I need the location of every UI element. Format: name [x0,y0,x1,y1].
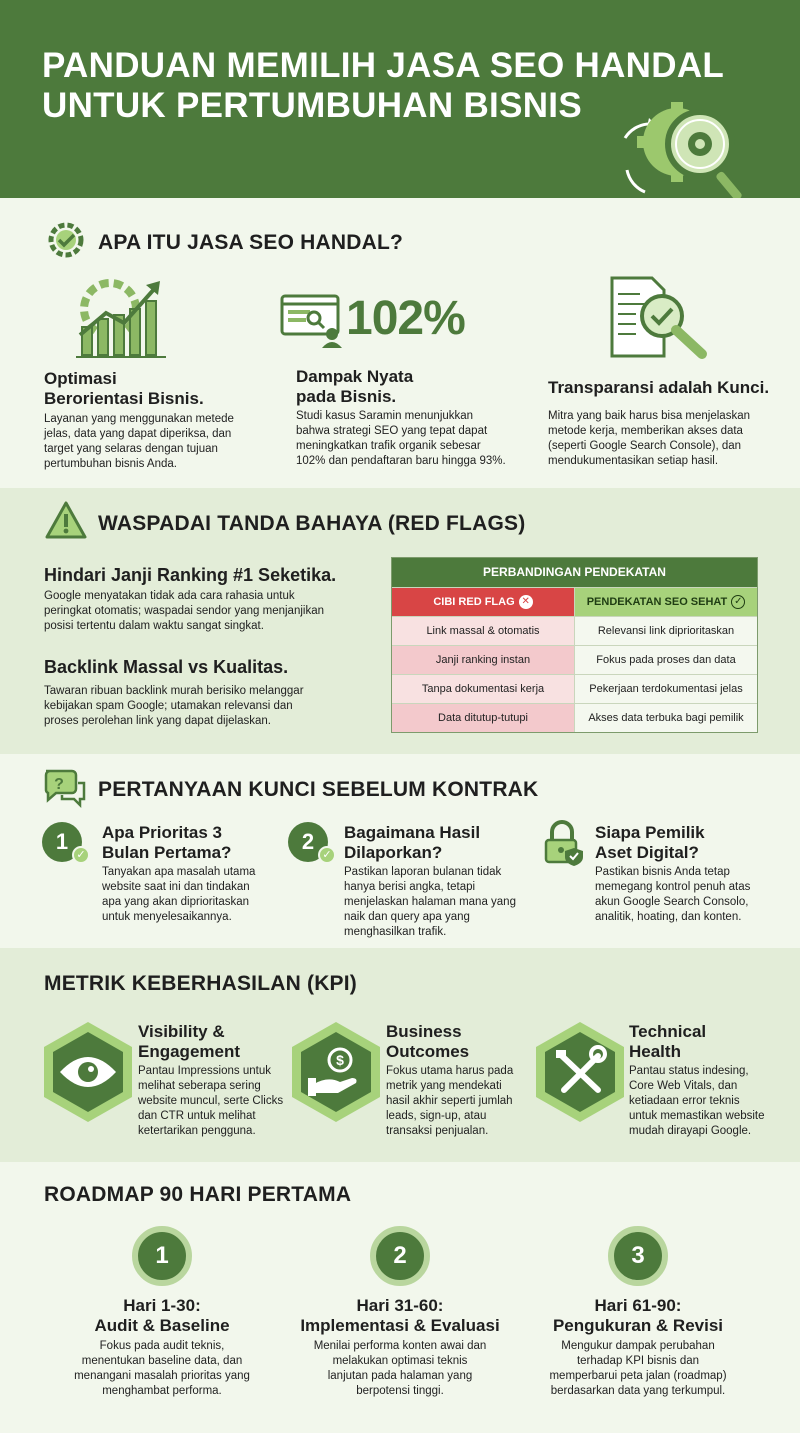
table-title: PERBANDINGAN PENDEKATAN [392,558,757,587]
question-title-3: Siapa Pemilik Aset Digital? [595,823,705,862]
check-badge-icon: ✓ [72,846,90,864]
section-title-what: APA ITU JASA SEO HANDAL? [98,231,404,254]
card-title-optimasi: Optimasi Berorientasi Bisnis. [44,369,204,408]
card-text-optimasi: Layanan yang menggunakan metede jelas, data yang dapat diperiksa, dan target yang selaras dengan tujuan pertumbuhan bisnis Anda. [44,413,234,470]
table-header-row [392,587,757,616]
title-line-2: UNTUK PERTUMBUHAN BISNIS [42,86,582,125]
question-text-3: Pastikan bisnis Anda tetap memegang kontrol penuh atas akun Google Search Consolo, analitik, hoating, dan konten. [595,866,751,923]
table-cell-good: Fokus pada proses dan data [575,646,757,674]
stat-value: 102% [346,292,465,345]
chat-question-icon [42,767,88,809]
roadmap-text-1: Fokus pada audit teknis, menentukan baseline data, dan menangani masalah prioritas yang menghambat performa. [74,1340,250,1397]
table-cell-good: Akses data terbuka bagi pemilik [575,704,757,732]
table-row [392,674,757,703]
document-magnifier-icon [606,274,712,364]
kpi-text-visibility: Pantau Impressions untuk melihat seberapa sering website muncul, serte Clicks dan CTR untuk melihat ketertarikan pengguna. [138,1065,284,1137]
table-cell-bad: Link massal & otomatis [392,617,575,645]
question-title-2: Bagaimana Hasil Dilaporkan? [344,823,481,862]
section-title-questions: PERTANYAAN KUNCI SEBELUM KONTRAK [98,778,539,801]
growth-chart-icon [74,275,170,361]
comparison-table [391,557,758,733]
question-text-2: Pastikan laporan bulanan tidak hanya berisi angka, tetapi menjelaskan halaman mana yang naik dan query apa yang menghasilkan trafik. [344,866,516,938]
section-title-kpi: METRIK KEBERHASILAN (KPI) [44,972,357,995]
table-row [392,645,757,674]
title-line-1: PANDUAN MEMILIH JASA SEO HANDAL [42,46,725,85]
money-hand-icon [290,1020,382,1124]
question-number-1: 1 [42,822,82,862]
browser-search-icon [280,292,344,350]
roadmap-title-1: Hari 1-30: Audit & Baseline [94,1296,230,1335]
svg-text:$: $ [336,1052,344,1068]
table-row [392,703,757,732]
card-text-transparansi: Mitra yang baik harus bisa menjelaskan metode kerja, memberikan akses data (seperti Google Search Console), dan mendukumentasikan setiap hasil. [548,410,750,467]
eye-icon [42,1020,134,1124]
table-col-sehat: PENDEKATAN SEO SEHAT ✓ [575,588,757,616]
roadmap-text-3: Mengukur dampak perubahan terhadap KPI bisnis dan memperbarui peta jalan (roadmap) berdasarkan data yang terkumpul. [549,1340,727,1397]
kpi-title-technical: Technical Health [629,1022,707,1061]
table-cell-bad: Tanpa dokumentasi kerja [392,675,575,703]
question-text-1: Tanyakan apa masalah utama website saat ini dan tindakan apa yang akan diprioritaskan untuk menyelesaikannya. [102,866,256,923]
redflag-title-ranking: Hindari Janji Ranking #1 Seketika. [44,565,337,585]
question-number-2: 2 [288,822,328,862]
kpi-title-business: Business Outcomes [386,1022,470,1061]
check-badge-icon: ✓ [318,846,336,864]
kpi-text-technical: Pantau status indesing, Core Web Vitals, dan ketiadaan error teknis untuk memastikan website mudah dirayapi Google. [629,1065,765,1137]
kpi-text-business: Fokus utama harus pada metrik yang mendekati hasil akhir seperti jumlah leads, sign-up, atau transaksi penjualan. [386,1065,514,1137]
question-title-1: Apa Prioritas 3 Bulan Pertama? [102,823,232,862]
table-cell-bad: Janji ranking instan [392,646,575,674]
roadmap-title-2: Hari 31-60: Implementasi & Evaluasi [300,1296,500,1335]
section-title-roadmap: ROADMAP 90 HARI PERTAMA [44,1183,352,1206]
gear-check-icon [44,218,88,262]
roadmap-text-2: Menilai performa konten awai dan melakukan optimasi teknis lanjutan pada halaman yang berpotensi tinggi. [313,1340,487,1397]
redflag-text-ranking: Google menyatakan tidak ada cara rahasia untuk peringkat otomatis; waspadai sendor yang menjanjikan posisi tertentu dalam waktu sangat singkat. [44,590,324,632]
table-cell-bad: Data ditutup-tutupi [392,704,575,732]
roadmap-title-3: Hari 61-90: Pengukuran & Revisi [552,1296,724,1335]
check-circle-icon: ✓ [731,595,745,609]
section-title-redflags: WASPADAI TANDA BAHAYA (RED FLAGS) [98,512,526,535]
x-icon: ✕ [519,595,533,609]
roadmap-step-2: 2 [370,1226,430,1286]
tools-icon [534,1020,626,1124]
roadmap-step-1: 1 [132,1226,192,1286]
table-cell-good: Pekerjaan terdokumentasi jelas [575,675,757,703]
card-text-dampak: Studi kasus Saramin menunjukkan bahwa strategi SEO yang tepat dapat meningkatkan trafik organik sebesar 102% dan pendaftaran baru hingga 93%. [296,410,506,467]
redflag-title-backlink: Backlink Massal vs Kualitas. [44,657,289,677]
svg-text:?: ? [54,776,64,793]
table-row [392,616,757,645]
table-cell-good: Relevansi link diprioritaskan [575,617,757,645]
warning-icon [44,500,88,540]
card-title-transparansi: Transparansi adalah Kunci. [548,378,770,397]
redflag-text-backlink: Tawaran ribuan backlink murah berisiko melanggar kebijakan spam Google; utamakan relevansi dan proses perolehan link yang dapat dijelaskan. [44,685,304,727]
lock-shield-icon [542,820,586,866]
card-title-dampak: Dampak Nyata pada Bisnis. [296,367,414,406]
roadmap-step-3: 3 [608,1226,668,1286]
table-col-redflag: CIBI RED FLAG ✕ [392,588,575,616]
kpi-title-visibility: Visibility & Engagement [138,1022,241,1061]
